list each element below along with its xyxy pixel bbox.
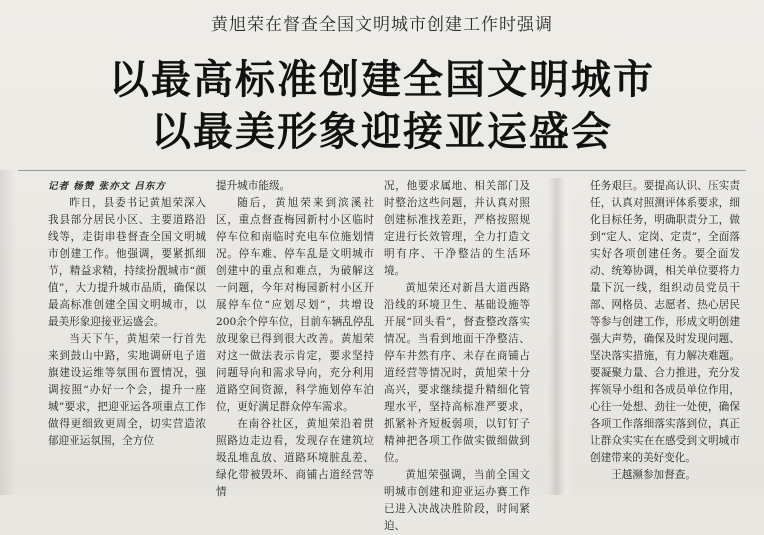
article-byline: 记者 杨赞 张亦文 吕东方 [48, 181, 166, 192]
paragraph: 在南谷社区，黄旭荣沿着贯照路边走边看，发现存在建筑垃圾乱堆乱放、道路环境脏乱差、绿化带被毁坏、商铺占道经营等情 [216, 418, 374, 498]
paragraph: 黄旭荣强调，当前全国文明城市创建和迎亚运办赛工作已进入决战决胜阶段，时间紧迫、 [384, 469, 530, 532]
paragraph: 任务艰巨。要提高认识、压实责任，认真对照测评体系要求，细化目标任务，明确职责分工，做到“定人、定岗、定责”，全面落实好各项创建任务。要全面发动、统筹协调，相关单位要将力量下沉一线，组织动员党员干部、网格员、志愿者、热心居民等参与创建工作，形成文明创建强大声势，确保及时发现问题、坚决落实措施，有力解决难题。要凝聚力量、合力推进，充分发挥领导小组和各成员单位作用，心往一处想、劲往一处使，确保各项工作落细落实落到位，真正让群众实实在在感受到文明城市创建带来的美好变化。 [590, 180, 740, 464]
article-column-1 [48, 178, 206, 489]
paragraph: 王越濒参加督查。 [611, 469, 696, 481]
paragraph: 提升城市能级。 [216, 180, 291, 192]
paragraph: 当天下午，黄旭荣一行首先来到鼓山中路，实地调研电子道旗建设运维等氛围布置情况，强调按照“办好一个会，提升一座城”要求，把迎亚运各项重点工作做得更细致更周全，切实营造浓郁迎亚运氛围，全方位 [48, 333, 206, 447]
article-headline-line2: 以最美形象迎接亚运盛会 [151, 109, 613, 155]
paper-fold [548, 178, 574, 495]
paragraph: 况，他要求属地、相关部门及时整治这些问题，并认真对照创建标准找差距，严格按照规定进行长效管理，全力打造文明有序、干净整洁的生活环境。 [384, 180, 530, 277]
paragraph: 黄旭荣还对新昌大道西路沿线的环境卫生、基础设施等开展“回头看”，督查整改落实情况。当看到地面干净整洁、停车井然有序、未存在商铺占道经营等情况时，黄旭荣十分高兴，要求继续提升精细化管理水平，坚持高标准严要求，抓紧补齐短板弱项，以钉钉子精神把各项工作做实做细做到位。 [384, 282, 530, 464]
paragraph: 随后，黄旭荣来到滨溪社区，重点督查梅园新村小区临时停车位和南临时充电车位施划情况。停车难、停车乱是文明城市创建中的重点和难点，为破解这一问题，今年对梅园新村小区开展停车位“应划尽划”，共增设200余个停车位，目前车辆乱停乱放现象已得到很大改善。黄旭荣对这一做法表示肯定，要求坚持问题导向和需求导向，充分利用道路空间资源，科学施划停车泊位，更好满足群众停车需求。 [216, 197, 374, 413]
article-column-3 [384, 178, 530, 532]
article-column-4 [590, 178, 740, 489]
paragraph: 昨日，县委书记黄旭荣深入我县部分居民小区、主要道路沿线等，走街串巷督查全国文明城市创建工作。他强调，要紧抓细节，精益求精，持续扮靓城市“颜值”，大力提升城市品质，确保以最高标准创建全国文明城市，以最美形象迎接亚运盛会。 [48, 197, 206, 328]
paper-shadow [0, 170, 16, 495]
headline-divider [18, 170, 746, 171]
article-subheadline: 黄旭荣在督查全国文明城市创建工作时强调 [211, 15, 553, 35]
article-column-2 [216, 178, 374, 498]
article-headline-line1: 以最高标准创建全国文明城市 [109, 57, 655, 103]
